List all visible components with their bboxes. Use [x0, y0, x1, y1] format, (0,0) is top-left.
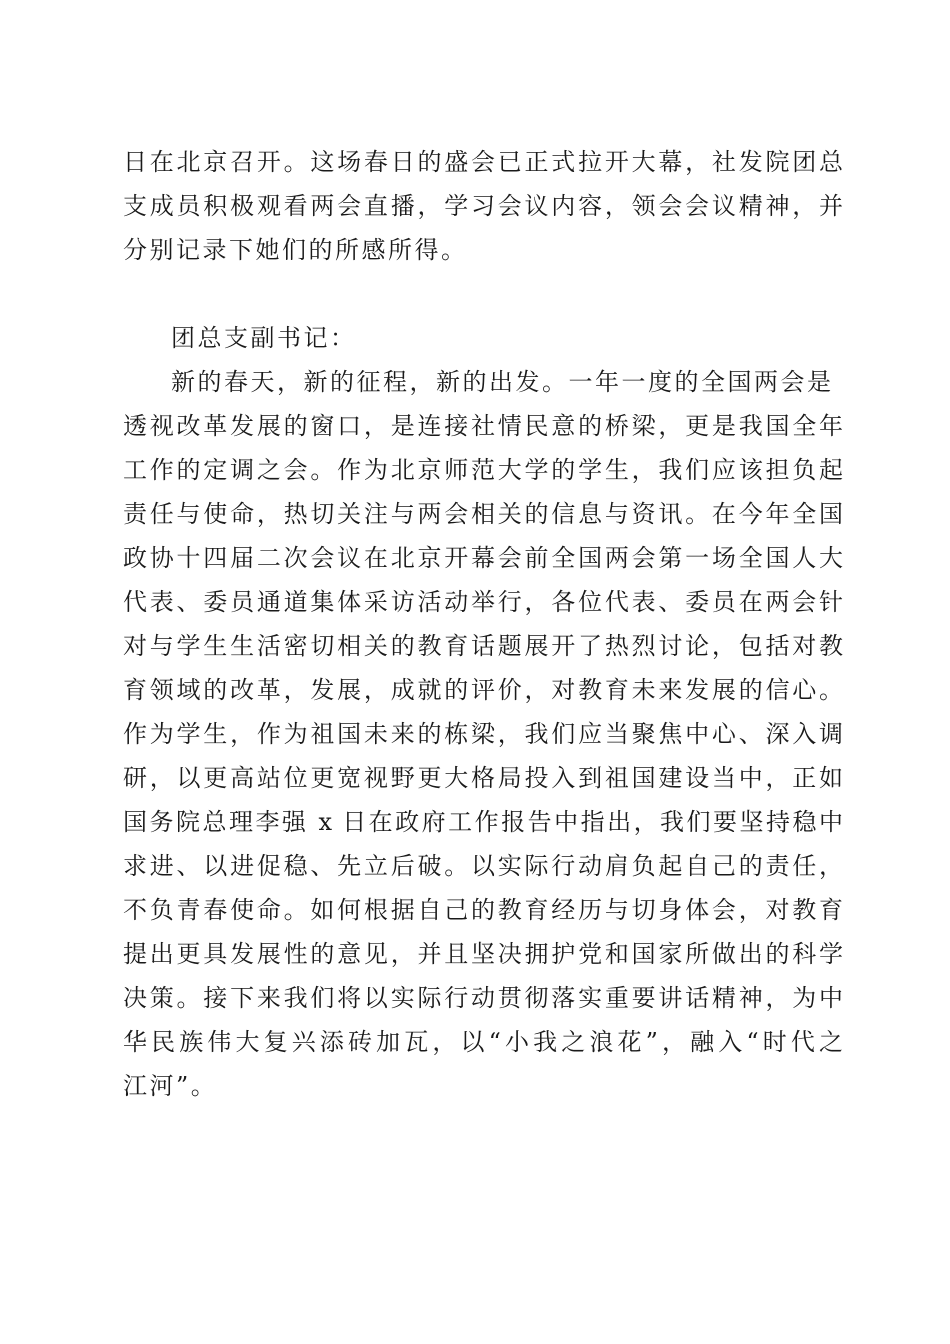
intro-line: 支成员积极观看两会直播，学习会议内容，领会会议精神，并 — [123, 192, 843, 220]
body-line: 工作的定调之会。作为北京师范大学的学生，我们应该担负起 — [123, 456, 843, 484]
body-line: 研，以更高站位更宽视野更大格局投入到祖国建设当中，正如 — [123, 764, 843, 792]
intro-line: 分别记录下她们的所感所得。 — [123, 236, 468, 264]
body-line: 责任与使命，热切关注与两会相关的信息与资讯。在今年全国 — [123, 500, 843, 528]
body-line: 江河”。 — [123, 1072, 218, 1100]
body-line: 华民族伟大复兴添砖加瓦，以“小我之浪花”，融入“时代之 — [123, 1028, 843, 1056]
body-line: 决策。接下来我们将以实际行动贯彻落实重要讲话精神，为中 — [123, 984, 843, 1012]
body-line: 育领域的改革，发展，成就的评价，对教育未来发展的信心。 — [123, 676, 843, 704]
body-line: 政协十四届二次会议在北京开幕会前全国两会第一场全国人大 — [123, 544, 843, 572]
section-heading: 团总支副书记： — [171, 324, 357, 352]
body-line: 国务院总理李强 x 日在政府工作报告中指出，我们要坚持稳中 — [123, 808, 843, 836]
body-line: 对与学生生活密切相关的教育话题展开了热烈讨论，包括对教 — [123, 632, 843, 660]
body-line: 代表、委员通道集体采访活动举行，各位代表、委员在两会针 — [123, 588, 843, 616]
body-line: 新的春天，新的征程，新的出发。一年一度的全国两会是 — [171, 368, 834, 396]
body-line: 透视改革发展的窗口，是连接社情民意的桥梁，更是我国全年 — [123, 412, 843, 440]
body-line: 不负青春使命。如何根据自己的教育经历与切身体会，对教育 — [123, 896, 843, 924]
body-line: 作为学生，作为祖国未来的栋梁，我们应当聚焦中心、深入调 — [123, 720, 843, 748]
body-line: 求进、以进促稳、先立后破。以实际行动肩负起自己的责任， — [123, 852, 843, 880]
body-line: 提出更具发展性的意见，并且坚决拥护党和国家所做出的科学 — [123, 940, 843, 968]
intro-line: 日在北京召开。这场春日的盛会已正式拉开大幕，社发院团总 — [123, 148, 843, 176]
